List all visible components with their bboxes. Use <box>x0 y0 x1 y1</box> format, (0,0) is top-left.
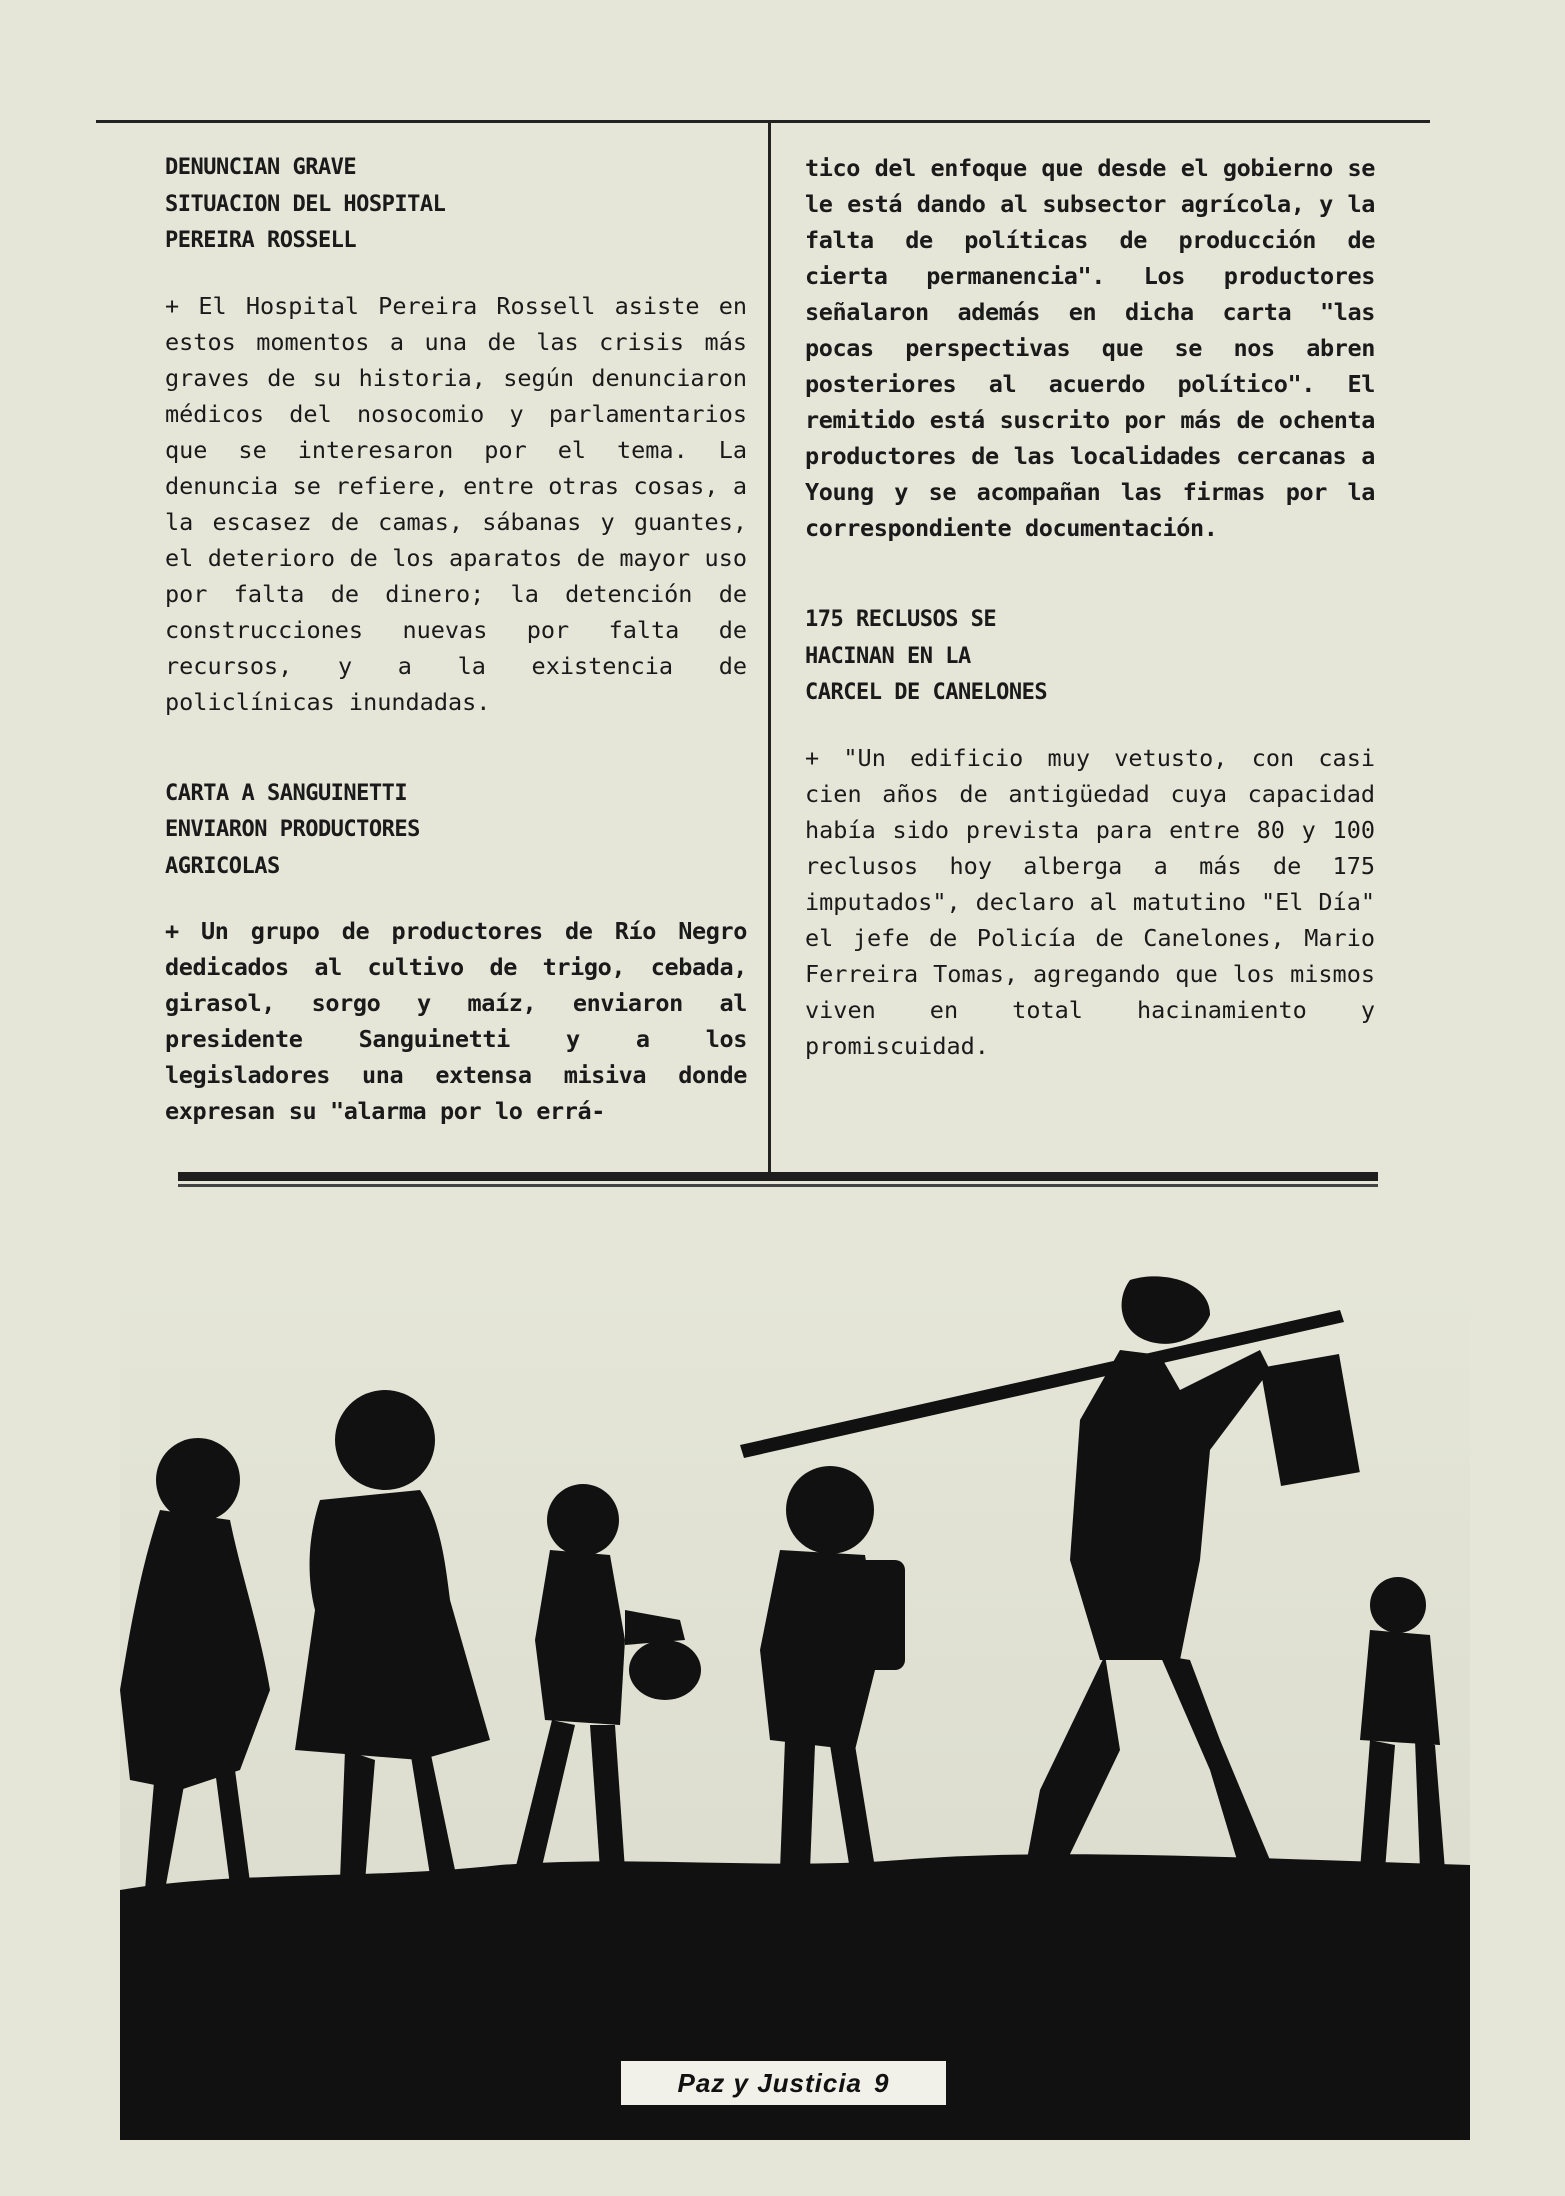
bottom-rule <box>178 1172 1378 1181</box>
top-rule <box>96 120 1430 123</box>
body-carta-part1: + Un grupo de productores de Río Negro dedicados al cultivo de trigo, cebada, girasol, sorgo y maíz, enviaron al presidente Sanguinetti y a los legisladores una extensa misiva donde expresan su "alarma por lo errá- <box>165 917 747 1125</box>
bottom-rule-thin <box>178 1184 1378 1187</box>
body-hospital: + El Hospital Pereira Rossell asiste en estos momentos a una de las crisis más graves de su historia, según denunciaron médicos del nosocomio y parlamentarios que se interesaron por el tema. La denuncia se refiere, entre otras cosas, a la escasez de camas, sábanas y guantes, el deterioro de los aparatos de mayor uso por falta de dinero; la detención de construcciones nuevas por falta de recursos, y a la existencia de policlínicas inundadas. <box>165 291 747 716</box>
column-divider <box>768 120 771 1180</box>
headline-hospital: DENUNCIAN GRAVE SITUACION DEL HOSPITAL PEREIRA ROSSELL <box>165 155 446 253</box>
headline-carcel: 175 RECLUSOS SE HACINAN EN LA CARCEL DE CANELONES <box>805 607 1048 705</box>
silhouette-photo <box>120 1270 1470 2140</box>
left-column <box>165 150 747 1129</box>
page-number: 9 <box>874 2067 890 2098</box>
right-column <box>805 150 1375 1064</box>
body-carcel: + "Un edificio muy vetusto, con casi cien años de antigüedad cuya capacidad había sido prevista para entre 80 y 100 reclusos hoy alberga a más de 175 imputados", declaro al matutino "El Día" el jefe de Policía de Canelones, Mario Ferreira Tomas, agregando que los mismos viven en total hacinamiento y promiscuidad. <box>805 743 1375 1060</box>
body-carta-part2: tico del enfoque que desde el gobierno se le está dando al subsector agrícola, y la falta de políticas de producción de cierta permanencia". Los productores señalaron además en dicha carta "las pocas perspectivas que se nos abren posteriores al acuerdo político". El remitido está suscrito por más de ochenta productores de las localidades cercanas a Young y se acompañan las firmas por la correspondiente documentación. <box>805 154 1375 542</box>
page-footer <box>618 2058 949 2108</box>
publication-name: Paz y Justicia <box>677 2067 863 2098</box>
headline-carta: CARTA A SANGUINETTI ENVIARON PRODUCTORES AGRICOLAS <box>165 780 420 879</box>
